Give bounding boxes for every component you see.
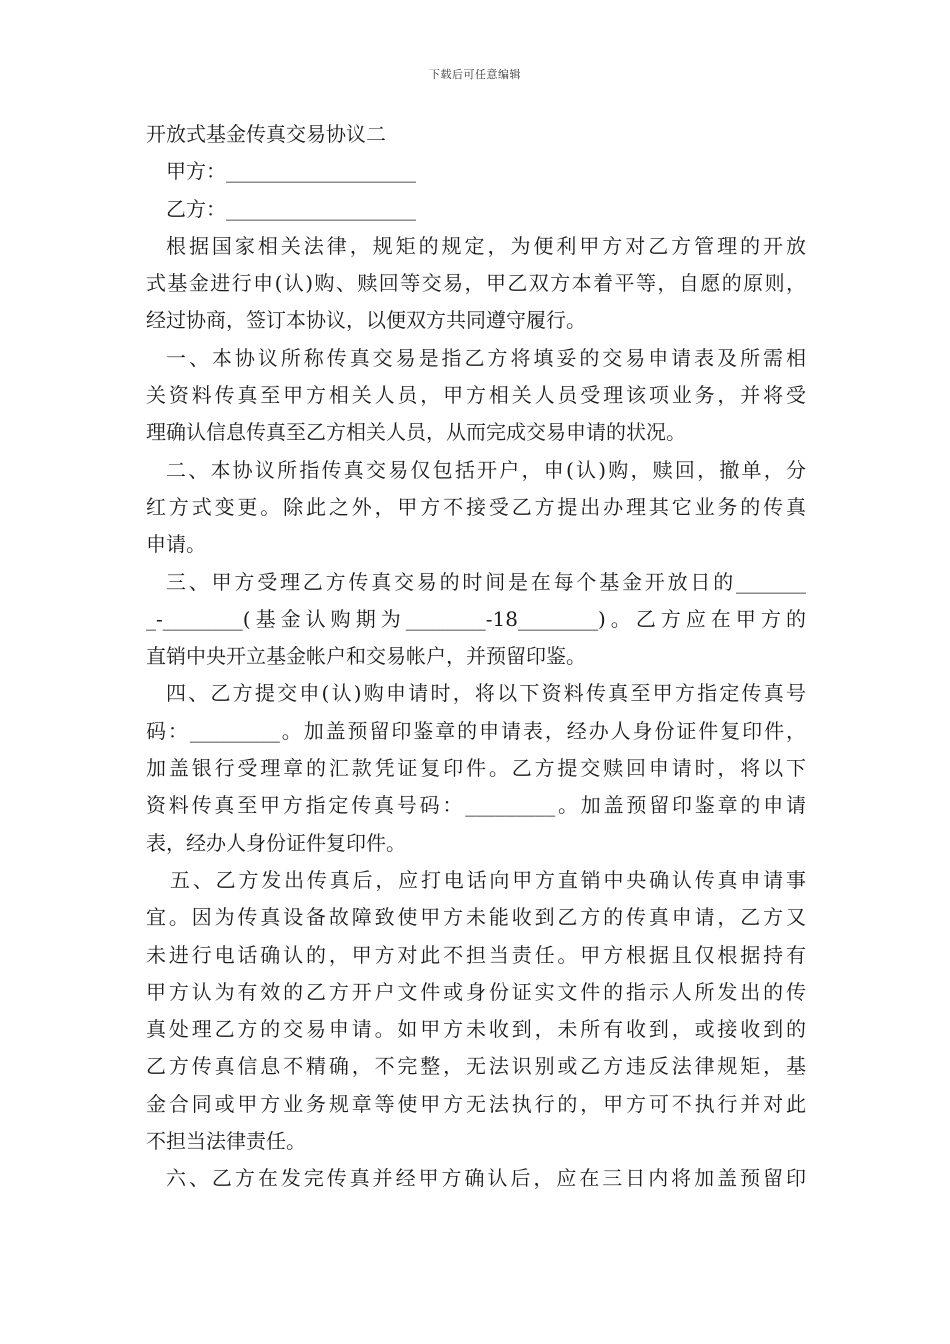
paragraph-line: 真处理乙方的交易申请。如甲方未收到，未所有收到，或接收到的 — [146, 1017, 806, 1042]
paragraph-line: 六、乙方在发完传真并经甲方确认后，应在三日内将加盖预留印 — [166, 1166, 806, 1191]
paragraph-line: 资料传真至甲方指定传真号码：_________。加盖预留印鉴章的申请 — [146, 793, 806, 818]
paragraph-line: 五、乙方发出传真后，应打电话向甲方直销中央确认传真申请事 — [170, 867, 806, 892]
paragraph-line: 经过协商，签订本协议，以便双方共同遵守履行。 — [146, 308, 586, 333]
paragraph-line: 二、本协议所指传真交易仅包括开户，申(认)购，赎回，撤单，分 — [166, 457, 806, 482]
paragraph-line: 码：_________。加盖预留印鉴章的申请表，经办人身份证件复印件， — [146, 718, 806, 743]
paragraph-line: 三、甲方受理乙方传真交易的时间是在每个基金开放日的_______ — [166, 569, 806, 594]
paragraph-line: 甲方认为有效的乙方开户文件或身份证实文件的指示人所发出的传 — [146, 979, 806, 1004]
paragraph-line: 未进行电话确认的，甲方对此不担当责任。甲方根据且仅根据持有 — [146, 942, 806, 967]
paragraph-line: 乙方传真信息不精确，不完整，无法识别或乙方违反法律规矩，基 — [146, 1054, 806, 1079]
paragraph-line: 加盖银行受理章的汇款凭证复印件。乙方提交赎回申请时，将以下 — [146, 756, 806, 781]
paragraph-line: 根据国家相关法律，规矩的规定，为便利甲方对乙方管理的开放 — [166, 233, 806, 258]
paragraph-line: 表，经办人身份证件复印件。 — [146, 830, 406, 855]
party-a-line: 甲方：___________________ — [166, 159, 416, 184]
paragraph-line: 一、本协议所称传真交易是指乙方将填妥的交易申请表及所需相 — [166, 345, 806, 370]
paragraph-line: 红方式变更。除此之外，甲方不接受乙方提出办理其它业务的传真 — [146, 494, 806, 519]
paragraph-line: 宜。因为传真设备故障致使甲方未能收到乙方的传真申请，乙方又 — [146, 905, 806, 930]
paragraph-line: 关资料传真至甲方相关人员，甲方相关人员受理该项业务，并将受 — [146, 383, 806, 408]
paragraph-line: _-________(基金认购期为________-18________)。乙方应在甲方的 — [146, 606, 806, 631]
paragraph-line: 理确认信息传真至乙方相关人员，从而完成交易申请的状况。 — [146, 420, 686, 445]
document-body — [146, 116, 806, 1198]
paragraph-line: 申请。 — [146, 532, 206, 557]
paragraph-line: 式基金进行申(认)购、赎回等交易，甲乙双方本着平等，自愿的原则， — [146, 271, 806, 296]
paragraph-line: 四、乙方提交申(认)购申请时，将以下资料传真至甲方指定传真号 — [166, 681, 806, 706]
paragraph-line: 直销中央开立基金帐户和交易帐户，并预留印鉴。 — [146, 644, 586, 669]
party-b-line: 乙方：___________________ — [166, 196, 416, 221]
page-header: 下载后可任意编辑 — [429, 68, 521, 81]
document-title: 开放式基金传真交易协议二 — [146, 122, 386, 146]
paragraph-line: 金合同或甲方业务规章等使甲方无法执行的，甲方可不执行并对此 — [146, 1091, 806, 1116]
paragraph-line: 不担当法律责任。 — [146, 1129, 306, 1154]
